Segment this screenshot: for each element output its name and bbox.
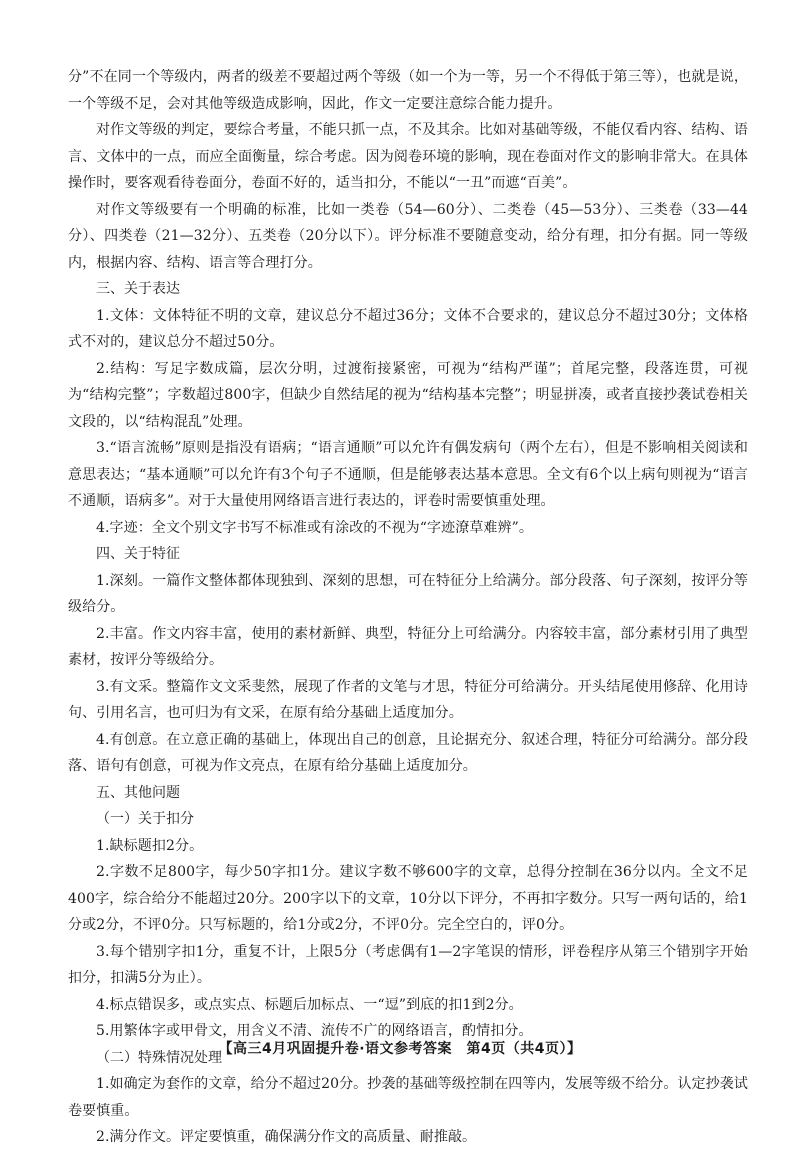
paragraph: 3.每个错别字扣1分，重复不计，上限5分（考虑偶有1—2字笔误的情形，评卷程序从第三个错别字开始扣分，扣满5分为止）。 (68, 943, 748, 986)
paragraph: 3.有文采。整篇作文文采斐然，展现了作者的文笔与才思，特征分可给满分。开头结尾使用修辞、化用诗句、引用名言，也可归为有文采，在原有给分基础上适度加分。 (68, 678, 748, 721)
paragraph: 2.丰富。作文内容丰富，使用的素材新鲜、典型，特征分上可给满分。内容较丰富，部分素材引用了典型素材，按评分等级给分。 (68, 625, 748, 668)
section-heading: 四、关于特征 (96, 546, 180, 562)
paragraph: 1.缺标题扣2分。 (96, 837, 204, 854)
section-heading: 三、关于表达 (96, 281, 180, 297)
paragraph: 5.用繁体字或甲骨文，用含义不清、流传不广的网络语言，酌情扣分。 (96, 1023, 533, 1039)
page-footer: 【高三4月巩固提升卷·语文参考答案 第4页（共4页）】 (218, 1041, 582, 1057)
document-body (68, 64, 748, 1151)
paragraph: 2.满分作文。评定要慎重，确保满分作文的高质量、耐推敲。 (96, 1129, 477, 1145)
paragraph: 4.字迹：全文个别文字书写不标准或有涂改的不视为“字迹潦草难辨”。 (96, 519, 533, 536)
paragraph: 2.结构：写足字数成篇，层次分明，过渡衔接紧密，可视为“结构严谨”；首尾完整，段落连贯，可视为“结构完整”；字数超过800字，但缺少自然结尾的视为“结构基本完整”；明显拼凑，或者直接抄袭试卷相关文段的，以“结构混乱”处理。 (68, 360, 748, 430)
paragraph: 4.有创意。在立意正确的基础上，体现出自己的创意，且论据充分、叙述合理，特征分可给满分。部分段落、语句有创意，可视为作文亮点，在原有给分基础上适度加分。 (68, 731, 748, 774)
section-heading: （二）特殊情况处理 (96, 1049, 222, 1066)
paragraph: 1.深刻。一篇作文整体都体现独到、深刻的思想，可在特征分上给满分。部分段落、句子深刻，按评分等级给分。 (68, 572, 748, 615)
paragraph: 分”不在同一个等级内，两者的级差不要超过两个等级（如一个为一等，另一个不得低于第三等），也就是说，一个等级不足，会对其他等级造成影响，因此，作文一定要注意综合能力提升。 (68, 69, 748, 112)
paragraph: 3.“语言流畅”原则是指没有语病；“语言通顺”可以允许有偶发病句（两个左右），但是不影响相关阅读和意思表达；“基本通顺”可以允许有3个句子不通顺，但是能够表达基本意思。全文有6个以上病句则视为“语言不通顺，语病多”。对于大量使用网络语言进行表达的，评卷时需要慎重处理。 (68, 440, 748, 509)
paragraph: 1.文体：文体特征不明的文章，建议总分不超过36分；文体不合要求的，建议总分不超过30分；文体格式不对的，建议总分不超过50分。 (68, 307, 748, 350)
paragraph: 对作文等级的判定，要综合考量，不能只抓一点，不及其余。比如对基础等级，不能仅看内容、结构、语言、文体中的一点，而应全面衡量，综合考虑。因为阅卷环境的影响，现在卷面对作文的影响非常大。在具体操作时，要客观看待卷面分，卷面不好的，适当扣分，不能以“一丑”而遮“百美”。 (68, 122, 748, 191)
paragraph: 4.标点错误多，或点实点、标题后加标点、一“逗”到底的扣1到2分。 (96, 996, 523, 1013)
section-heading: （一）关于扣分 (96, 811, 194, 827)
paragraph: 对作文等级要有一个明确的标准，比如一类卷（54—60分）、二类卷（45—53分）、三类卷（33—44分）、四类卷（21—32分）、五类卷（20分以下）。评分标准不要随意变动，给分有理，扣分有据。同一等级内，根据内容、结构、语言等合理打分。 (68, 201, 748, 271)
paragraph: 2.字数不足800字，每少50字扣1分。建议字数不够600字的文章，总得分控制在36分以内。全文不足400字，综合给分不能超过20分。200字以下的文章，10分以下评分，不再扣字数分。只写一两句话的，给1分或2分，不评0分。只写标题的，给1分或2分，不评0分。完全空白的，评0分。 (68, 864, 748, 933)
paragraph: 1.如确定为套作的文章，给分不超过20分。抄袭的基础等级控制在四等内，发展等级不给分。认定抄袭试卷要慎重。 (68, 1076, 748, 1119)
section-heading: 五、其他问题 (96, 784, 180, 801)
